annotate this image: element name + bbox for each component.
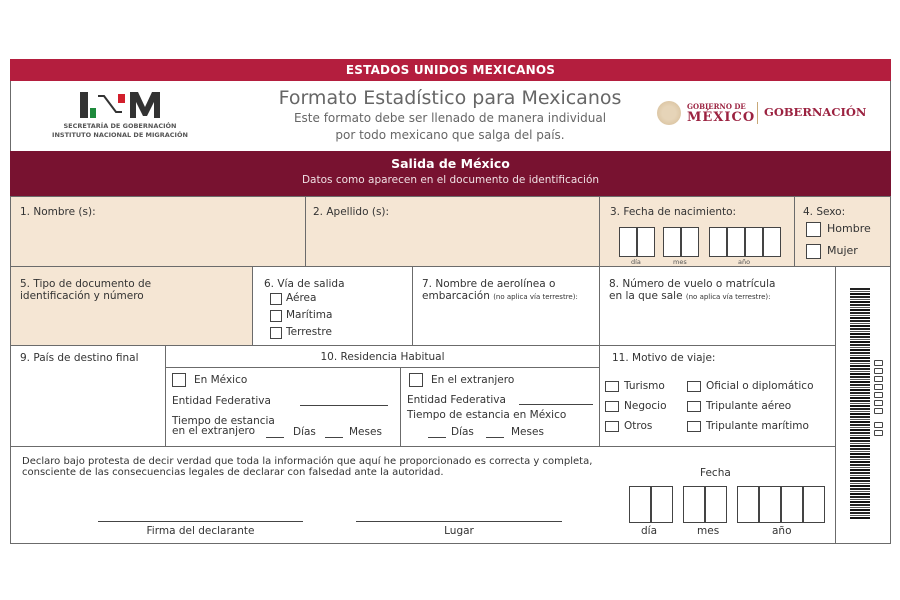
fecha-nacimiento-field: 3. Fecha de nacimiento:: [599, 196, 795, 267]
country-bar: ESTADOS UNIDOS MEXICANOS: [10, 59, 891, 81]
declaracion-section: Declaro bajo protesta de decir verdad que toda la información que aquí he proporcionado es correcta y completa, consciente de las consecuencias legales de declarar con falsedad ante la autoridad.: [10, 446, 836, 544]
lugar-line[interactable]: [356, 521, 562, 522]
barcode-icon: [850, 288, 870, 520]
motivo-negocio-checkbox[interactable]: [605, 401, 619, 412]
dias-extranjero-line[interactable]: [428, 437, 446, 438]
via-terrestre-checkbox[interactable]: [270, 327, 282, 339]
firma-line[interactable]: [98, 521, 303, 522]
birth-month-digit-2[interactable]: [681, 227, 699, 257]
residencia-mexico-checkbox[interactable]: [172, 373, 186, 387]
fecha-mes-digit-2[interactable]: [705, 486, 727, 523]
barcode-digits: [874, 360, 884, 438]
birth-year-digit-2[interactable]: [727, 227, 745, 257]
residencia-extranjero-checkbox[interactable]: [409, 373, 423, 387]
dias-mexico-line[interactable]: [266, 437, 284, 438]
fecha-anio-digit-3[interactable]: [781, 486, 803, 523]
sexo-hombre-checkbox[interactable]: [806, 222, 821, 237]
fecha-dia-digit-2[interactable]: [651, 486, 673, 523]
meses-extranjero-line[interactable]: [486, 437, 504, 438]
motivo-otros-checkbox[interactable]: [605, 421, 619, 432]
nombre-field[interactable]: 1. Nombre (s):: [10, 196, 306, 267]
aerolinea-field[interactable]: 7. Nombre de aerolínea o embarcación (no aplica vía terrestre):: [412, 266, 600, 346]
form-subtitle: Este formato debe ser llenado de manera individual por todo mexicano que salga del país.: [293, 111, 607, 142]
logo-separator: [757, 102, 758, 124]
birth-year-digit-1[interactable]: [709, 227, 727, 257]
motivo-turismo-checkbox[interactable]: [605, 381, 619, 392]
via-salida-field: 6. Vía de salida: [252, 266, 413, 346]
birth-day-digit-2[interactable]: [637, 227, 655, 257]
fecha-anio-digit-2[interactable]: [759, 486, 781, 523]
form-title: Formato Estadístico para Mexicanos: [278, 87, 622, 109]
fecha-anio-digit-4[interactable]: [803, 486, 825, 523]
apellido-field[interactable]: 2. Apellido (s):: [305, 196, 600, 267]
birth-day-digit-1[interactable]: [619, 227, 637, 257]
sexo-mujer-checkbox[interactable]: [806, 244, 821, 259]
national-seal-icon: [657, 101, 681, 125]
motivo-tripulante-aereo-checkbox[interactable]: [687, 401, 701, 412]
motivo-field: 11. Motivo de viaje:: [599, 345, 836, 447]
entidad-extranjero-line[interactable]: [519, 404, 593, 405]
inm-logo-icon: [80, 92, 160, 118]
birth-year-digit-3[interactable]: [745, 227, 763, 257]
birth-year-digit-4[interactable]: [763, 227, 781, 257]
motivo-oficial-checkbox[interactable]: [687, 381, 701, 392]
pais-destino-field[interactable]: 9. País de destino final: [10, 345, 166, 447]
via-aerea-checkbox[interactable]: [270, 293, 282, 305]
meses-mexico-line[interactable]: [325, 437, 343, 438]
section-header: Salida de México Datos como aparecen en el documento de identificación: [10, 151, 891, 196]
fecha-anio-digit-1[interactable]: [737, 486, 759, 523]
sexo-field: 4. Sexo:: [794, 196, 891, 267]
via-maritima-checkbox[interactable]: [270, 310, 282, 322]
motivo-tripulante-maritimo-checkbox[interactable]: [687, 421, 701, 432]
vuelo-field[interactable]: 8. Número de vuelo o matrícula en la que sale (no aplica vía terrestre):: [599, 266, 836, 346]
documento-field[interactable]: 5. Tipo de documento de identificación y número: [10, 266, 253, 346]
birth-month-digit-1[interactable]: [663, 227, 681, 257]
fecha-mes-digit-1[interactable]: [683, 486, 705, 523]
gobierno-logo: GOBIERNO DE MÉXICO GOBERNACIÓN: [657, 99, 857, 129]
inm-subtitle: SECRETARÍA DE GOBERNACIÓN INSTITUTO NACIONAL DE MIGRACIÓN: [52, 122, 188, 139]
residencia-header: 10. Residencia Habitual: [165, 345, 600, 368]
fecha-dia-digit-1[interactable]: [629, 486, 651, 523]
entidad-mexico-line[interactable]: [300, 405, 388, 406]
